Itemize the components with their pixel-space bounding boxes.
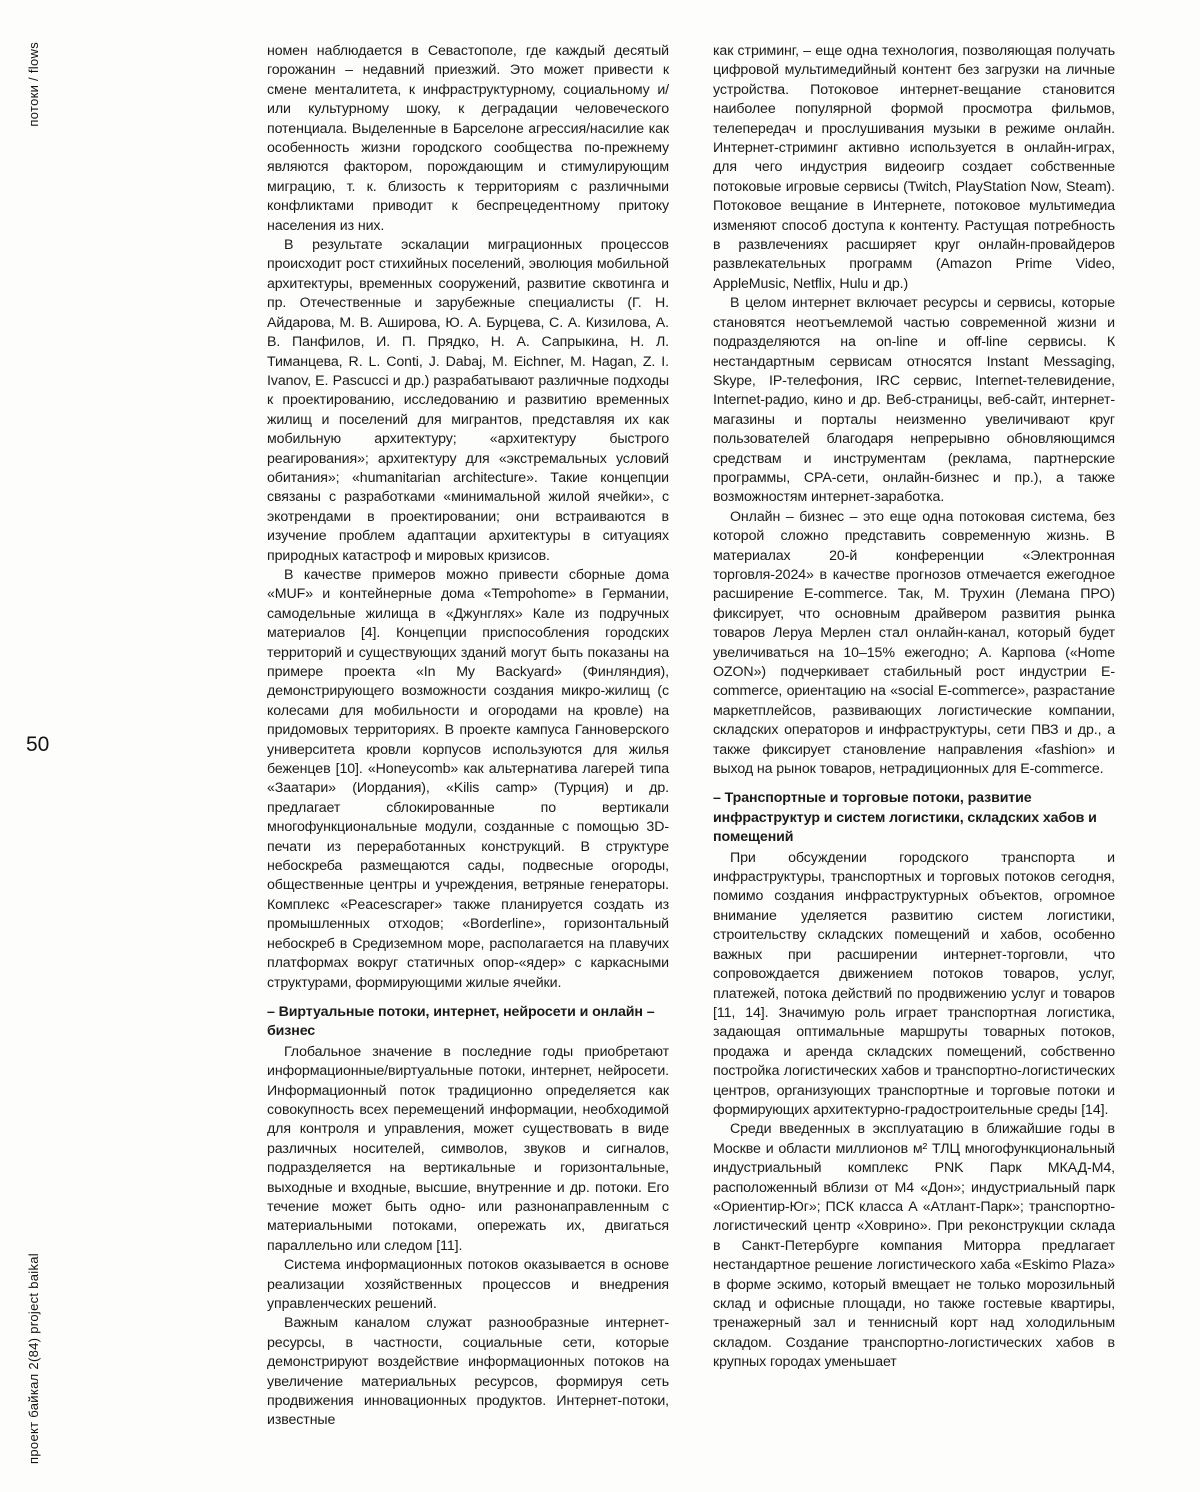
paragraph: Онлайн – бизнес – это еще одна потоковая система, без которой сложно представить современную жизнь. В материалах 20-й конференции «Электронная торговля-2024» в качестве прогнозов отмечается ежегодное расширение E-commerce. Так, М. Трухин (Лемана ПРО) фиксирует, что основным драйвером развития рынка товаров Леруа Мерлен стал онлайн-канал, который будет увеличиваться на 10–15% ежегодно; А. Карпова («Home OZON») подчеркивает стабильный рост индустрии E-commerce, ориентацию на «social E-commerce», разрастание маркетплейсов, развивающих логистические компании, складских операторов и инфраструктуры, сети ПВЗ и др., а также фиксирует становление направления «fashion» и выход на рынок товаров, нетрадиционных для E-commerce. bbox=[713, 508, 1115, 778]
paragraph: При обсуждении городского транспорта и инфраструктуры, транспортных и торговых потоков сегодня, помимо создания инфраструктурных объектов, огромное внимание уделяется развитию систем логистики, строительству складских помещений и хабов, особенно важных при расширении интернет-торговли, что сопровождается движением потоков товаров, услуг, платежей, потока действий по продвижению услуг и товаров [11, 14]. Значимую роль играет транспортная логистика, задающая оптимальные маршруты товарных потоков, продажа и аренда складских помещений, собственно постройка логистических хабов и транспортно-логистических центров, организующих транспортные и торговые потоки и формирующих архитектурно-градостроительные среды [14]. bbox=[713, 849, 1115, 1118]
journal-label-vertical: проект байкал 2(84) project baikal bbox=[26, 1253, 41, 1464]
paragraph: Среди введенных в эксплуатацию в ближайшие годы в Москве и области миллионов м² ТЛЦ многофункциональный индустриальный комплекс PNK Парк МКАД-М4, расположенный вблизи от М4 «Дон»; индустриальный парк «Ориентир-Юг»; ПСК класса А «Атлант-Парк»; транспортно-логистический центр «Ховрино». При реконструкции склада в Санкт-Петербурге компания Миторра предлагает нестандартное решение логистического хаба «Eskimo Plaza» в форме эскимо, который вмещает не только морозильный склад и офисные площади, но также гостевые квартиры, тренажерный зал и теннисный корт над холодильным складом. Создание транспортно-логистических хабов в крупных городах уменьшает bbox=[713, 1121, 1115, 1371]
paragraph: В результате эскалации миграционных процессов происходит рост стихийных поселений, эволюция мобильной архитектуры, временных сооружений, развитие сквотинга и пр. Отечественные и зарубежные специалисты (Г. Н. Айдарова, М. В. Аширова, Ю. А. Бурцева, С. А. Кизилова, А. В. Панфилов, И. П. Прядко, Н. А. Сапрыкина, Н. Л. Тиманцева, R. L. Conti, J. Dabaj, M. Eichner, M. Hagan, Z. I. Ivanov, E. Pascucci и др.) разрабатывают различные подходы к проектированию, исследованию и развитию временных жилищ и поселений для мигрантов, представляя их как мобильную архитектуру; «архитектуру быстрого реагирования»; архитектуру для «экстремальных условий обитания»; «humanitarian architecture». Такие концепции связаны с разработками «минимальной жилой ячейки», с экотрендами в проектировании; они встраиваются в изучение проблем адаптации архитектуры в ситуациях природных катастроф и мировых кризисов. bbox=[267, 237, 669, 564]
section-heading-transport-flows: – Транспортные и торговые потоки, развитие инфраструктур и систем логистики, складских хабов и помещений bbox=[713, 790, 1097, 846]
paragraph: номен наблюдается в Севастополе, где каждый десятый горожанин – недавний приезжий. Это может привести к смене менталитета, к инфраструктурному, социальному и/или культурному шоку, к деградации человеческого потенциала. Выделенные в Барселоне агрессия/насилие как особенность жизни городского сообщества по-прежнему являются фактором, порождающим и стимулирующим миграцию, т. к. близость к территориям с различными конфликтами приводит к беспрецедентному притоку населения из них. bbox=[267, 43, 669, 234]
column-right bbox=[713, 42, 1115, 1431]
page-number: 50 bbox=[26, 733, 50, 756]
text-columns bbox=[267, 42, 1116, 1431]
paragraph: Важным каналом служат разнообразные интернет-ресурсы, в частности, социальные сети, которые демонстрируют воздействие информационных потоков на увеличение материальных ресурсов, формируя сеть продвижения инновационных продуктов. Интернет-потоки, известные bbox=[267, 1315, 669, 1429]
paragraph: Глобальное значение в последние годы приобретают информационные/виртуальные потоки, интернет, нейросети. Информационный поток традиционно определяется как совокупность всех перемещений информации, необходимой для контроля и управления, может существовать в виде различных носителей, символов, звуков и сигналов, подразделяется на вертикальные и горизонтальные, выходные и входные, высшие, внутренние и др. потоки. Его течение может быть одно- или разнонаправленным с материальными потоками, опережать их, двигаться параллельно или следом [11]. bbox=[267, 1043, 669, 1254]
paragraph: Система информационных потоков оказывается в основе реализации хозяйственных процессов и внедрения управленческих решений. bbox=[267, 1257, 669, 1312]
section-heading-virtual-flows: – Виртуальные потоки, интернет, нейросети и онлайн – бизнес bbox=[267, 1003, 655, 1040]
paragraph: В целом интернет включает ресурсы и сервисы, которые становятся неотъемлемой частью современной жизни и подразделяются на on-line и off-line сервисы. К нестандартным сервисам относятся Instant Messaging, Skype, IP-телефония, IRC сервис, Internet-телевидение, Internet-радио, кино и др. Веб-страницы, веб-сайт, интернет-магазины и порталы неизменно увеличивают круг пользователей благодаря непрерывно обновляющимся средствам и инструментам (реклама, партнерские программы, CPA-сети, онлайн-бизнес и пр.), а также возможностям интернет-заработка. bbox=[713, 295, 1115, 506]
paragraph: В качестве примеров можно привести сборные дома «MUF» и контейнерные дома «Tempohome» в Германии, самодельные жилища в «Джунглях» Кале из подручных материалов [4]. Концепции приспособления городских территорий и существующих зданий могут быть показаны на примере проекта «In My Backyard» (Финляндия), демонстрирующего возможности создания микро-жилищ (с колесами для мобильности и огородами на кровле) на придомовых территориях. В проекте кампуса Ганноверского университета кровли корпусов используются для жилья беженцев [10]. «Honeycomb» как альтернатива лагерей типа «Заатари» (Иордания), «Kilis camp» (Турция) и др. предлагает сблокированные по вертикали многофункциональные модули, созданные с помощью 3D-печати из переработанных конструкций. В структуре небоскреба размещаются сады, подвесные огороды, общественные центры и учреждения, ветряные генераторы. Комплекс «Peacescraper» также планируется создать из промышленных отходов; «Borderline», горизонтальный небоскреб в Средиземном море, располагается на плавучих платформах вокруг статичных опор-«ядер» с каркасными структурами, формирующими жилые ячейки. bbox=[267, 566, 669, 991]
section-label-vertical: потоки / flows bbox=[26, 42, 41, 127]
paragraph: как стриминг, – еще одна технология, позволяющая получать цифровой мультимедийный контент без загрузки на личные устройства. Потоковое интернет-вещание становится наиболее популярной формой просмотра фильмов, телепередач и прослушивания музыки в режиме онлайн. Интернет-стриминг активно используется в онлайн-играх, для чего индустрия видеоигр создает собственные потоковые игровые сервисы (Twitch, PlayStation Now, Steam). Потоковое вещание в Интернете, потоковое мультимедиа изменяют способ доступа к контенту. Растущая потребность в развлечениях расширяет круг онлайн-провайдеров развлекательных программ (Amazon Prime Video, AppleMusic, Netflix, Hulu и др.) bbox=[713, 43, 1115, 292]
column-left bbox=[267, 42, 669, 1431]
